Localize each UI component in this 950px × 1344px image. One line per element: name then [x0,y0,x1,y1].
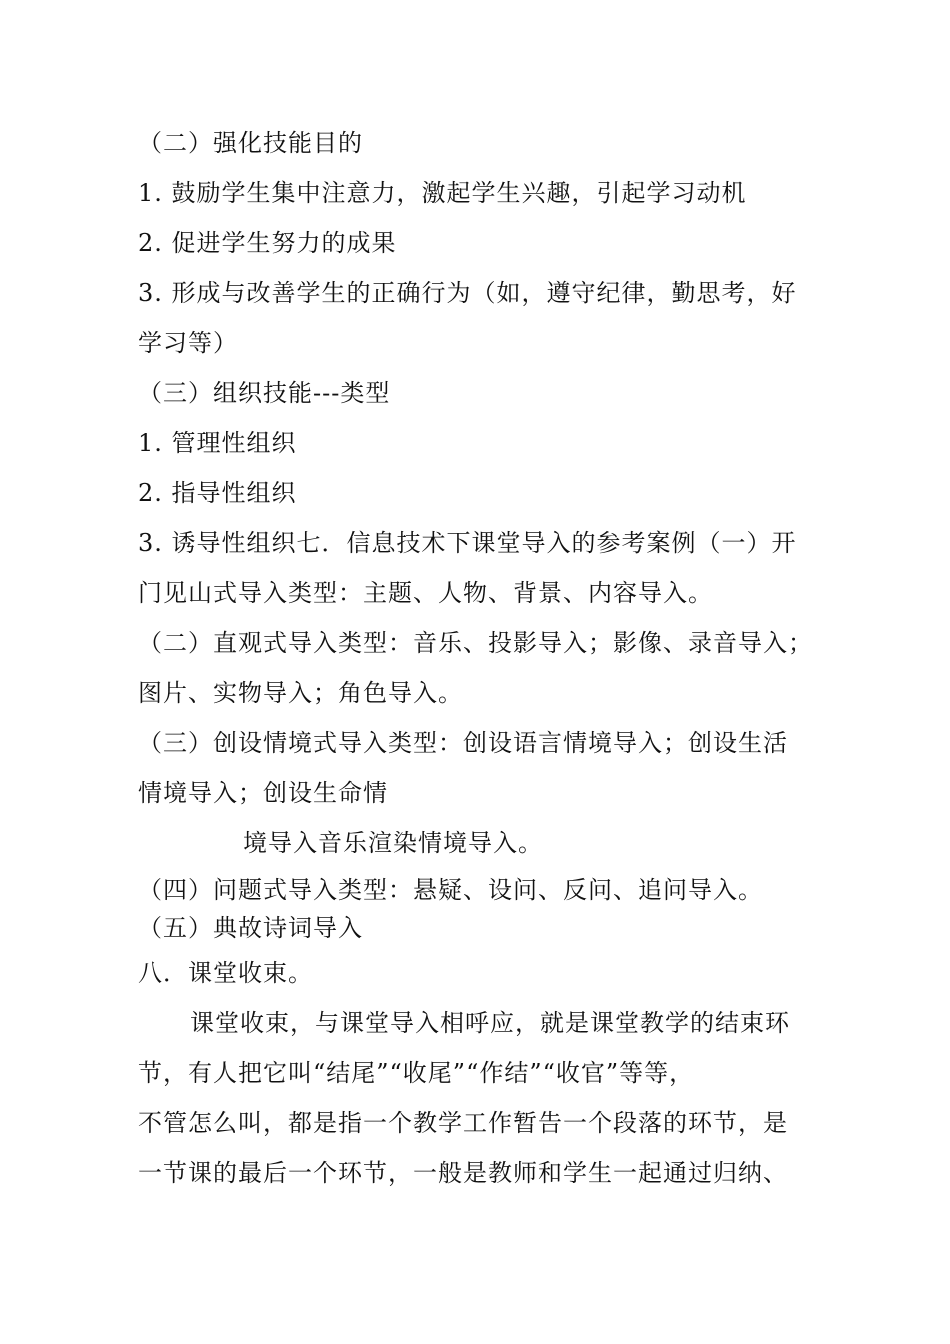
list-item: 2. 促进学生努力的成果 [138,229,397,257]
paragraph-line: 节，有人把它叫“结尾”“收尾”“作结”“收官”等等， [138,1059,695,1087]
list-item-continuation: 学习等） [138,329,238,357]
paragraph-line: 图片、实物导入；角色导入。 [138,679,463,707]
list-item: 3. 诱导性组织七．信息技术下课堂导入的参考案例（一）开 [138,529,797,557]
list-item: 2. 指导性组织 [138,479,297,507]
list-item: 3. 形成与改善学生的正确行为（如，遵守纪律，勤思考，好 [138,279,797,307]
paragraph-line: 不管怎么叫，都是指一个教学工作暂告一个段落的环节，是 [138,1109,788,1137]
paragraph-line: 门见山式导入类型：主题、人物、背景、内容导入。 [138,579,713,607]
paragraph-line: （五）典故诗词导入 [138,914,363,942]
paragraph-line: （二）直观式导入类型：音乐、投影导入；影像、录音导入； [138,629,813,657]
paragraph-line: （四）问题式导入类型：悬疑、设问、反问、追问导入。 [138,876,763,904]
list-item: 1. 管理性组织 [138,429,297,457]
paragraph-line: 境导入音乐渲染情境导入。 [243,829,543,857]
paragraph-line: 一节课的最后一个环节，一般是教师和学生一起通过归纳、 [138,1159,788,1187]
heading-skill-purpose: （二）强化技能目的 [138,129,363,157]
heading-organization-skill: （三）组织技能---类型 [138,379,391,407]
paragraph-line: 情境导入；创设生命情 [138,779,388,807]
section-heading-class-closing: 八．课堂收束。 [138,959,313,987]
paragraph-line: （三）创设情境式导入类型：创设语言情境导入；创设生活 [138,729,788,757]
paragraph-line: 课堂收束，与课堂导入相呼应，就是课堂教学的结束环 [190,1009,790,1037]
list-item: 1. 鼓励学生集中注意力，激起学生兴趣，引起学习动机 [138,179,747,207]
